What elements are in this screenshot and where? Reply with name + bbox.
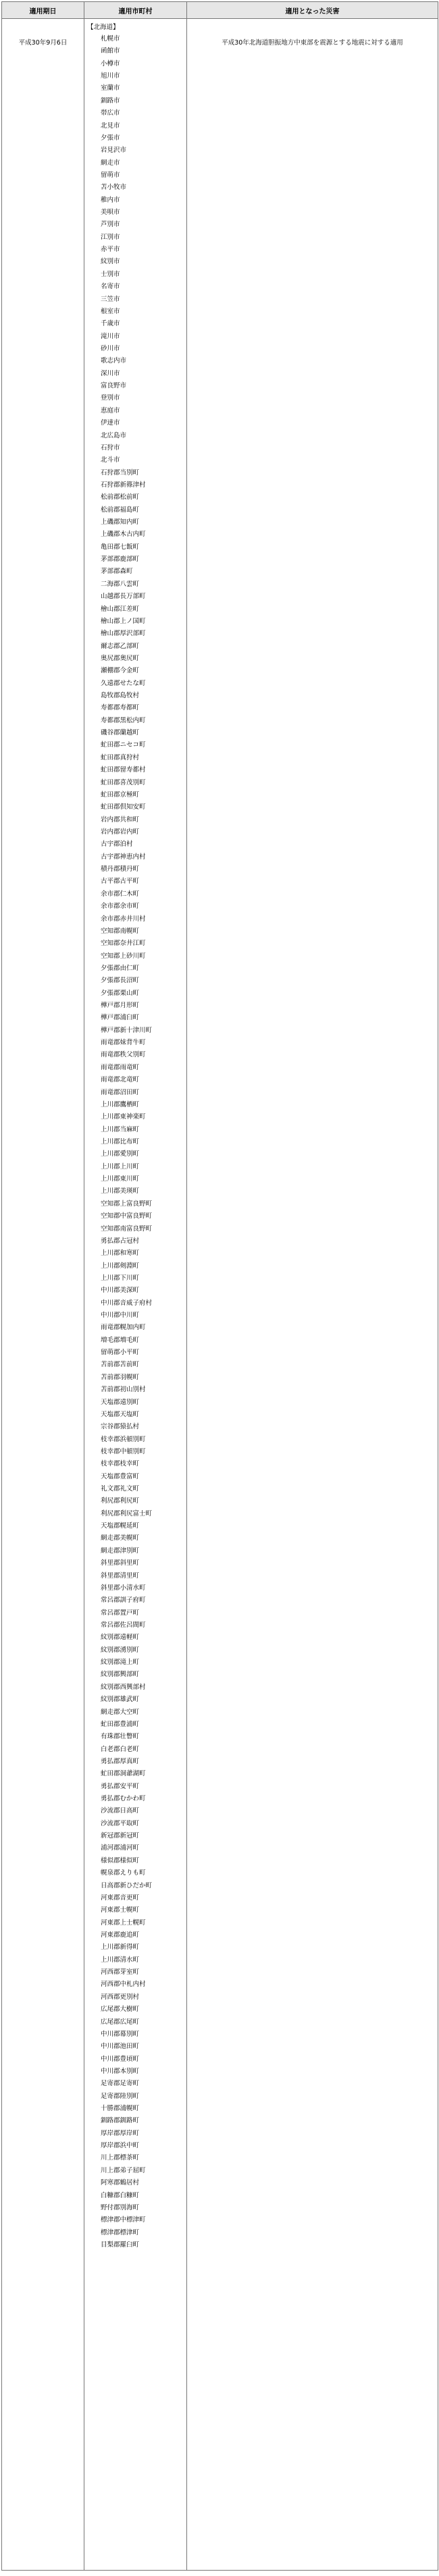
- municipality-item: 札幌市: [101, 35, 120, 43]
- municipality-item: 虻田郡留寿都村: [101, 766, 146, 774]
- municipality-item: 空知郡南富良野町: [101, 1225, 153, 1233]
- municipality-item: 標津郡標津町: [101, 2228, 140, 2236]
- municipality-item: 檜山郡厚沢部町: [101, 630, 146, 638]
- municipality-item: 空知郡上富良野町: [101, 1200, 153, 1208]
- municipality-item: 雨竜郡北竜町: [101, 1076, 140, 1084]
- municipality-item: 芦別市: [101, 221, 120, 229]
- municipality-item: 寿都郡黒松内町: [101, 716, 146, 724]
- municipality-item: 上川郡愛別町: [101, 1150, 140, 1158]
- municipality-item: 岩内郡岩内町: [101, 828, 140, 836]
- municipality-item: 広尾郡大樹町: [101, 2006, 140, 2014]
- municipality-item: 磯谷郡蘭越町: [101, 729, 140, 737]
- municipality-item: 檜山郡江差町: [101, 605, 140, 613]
- region-label: 【北海道】: [87, 24, 120, 31]
- municipality-item: 留萌市: [101, 171, 120, 179]
- municipality-item: 上川郡鷹栖町: [101, 1100, 140, 1108]
- municipality-item: 虻田郡真狩村: [101, 753, 140, 761]
- municipality-item: 河東郡音更町: [101, 1894, 140, 1902]
- municipality-item: 岩内郡共和町: [101, 815, 140, 824]
- municipality-item: 雨竜郡幌加内町: [101, 1324, 146, 1332]
- header-row: [2, 2, 438, 19]
- municipality-item: 中川郡本別町: [101, 2067, 140, 2075]
- municipality-item: 虻田郡京極町: [101, 790, 140, 799]
- header-municipalities: 適用市町村: [84, 2, 187, 19]
- municipality-item: 紋別市: [101, 258, 120, 266]
- municipality-item: 虻田郡洞爺湖町: [101, 1770, 146, 1778]
- municipality-item: 天塩郡遠別町: [101, 1398, 140, 1406]
- municipality-item: 十勝郡浦幌町: [101, 2105, 140, 2113]
- municipality-item: 枝幸郡枝幸町: [101, 1460, 140, 1468]
- municipality-item: 上川郡東神楽町: [101, 1113, 146, 1121]
- municipality-item: 上川郡新得町: [101, 1943, 140, 1952]
- municipality-item: 利尻郡利尻富士町: [101, 1509, 153, 1518]
- municipality-item: 網走市: [101, 159, 120, 167]
- municipality-item: 様似郡様似町: [101, 1856, 140, 1864]
- municipality-item: 紋別郡興部町: [101, 1671, 140, 1679]
- municipality-item: 亀田郡七飯町: [101, 543, 140, 551]
- municipality-item: 岩見沢市: [101, 146, 127, 155]
- municipality-item: 上川郡美瑛町: [101, 1187, 140, 1196]
- municipality-item: 釧路市: [101, 97, 120, 105]
- table-row: [2, 19, 438, 2571]
- municipality-item: 茅部郡鹿部町: [101, 556, 140, 564]
- municipality-item: 松前郡松前町: [101, 493, 140, 502]
- municipality-cell: [84, 19, 187, 2571]
- municipality-item: 河西郡更別村: [101, 1993, 140, 2001]
- municipality-item: 勇払郡安平町: [101, 1782, 140, 1790]
- municipality-item: 紋別郡滝上町: [101, 1659, 140, 1667]
- municipality-item: 稚内市: [101, 196, 120, 204]
- municipality-item: 広尾郡広尾町: [101, 2018, 140, 2026]
- municipality-item: 勇払郡むかわ町: [101, 1795, 146, 1803]
- municipality-item: 虻田郡喜茂別町: [101, 778, 146, 786]
- municipality-item: 中川郡豊頃町: [101, 2055, 140, 2063]
- municipality-item: 伊達市: [101, 419, 120, 427]
- municipality-item: 足寄郡足寄町: [101, 2080, 140, 2088]
- municipality-item: 新冠郡新冠町: [101, 1832, 140, 1840]
- municipality-item: 常呂郡佐呂間町: [101, 1621, 146, 1629]
- municipality-item: 函館市: [101, 47, 120, 55]
- municipality-item: 夕張郡栗山町: [101, 989, 140, 997]
- municipality-item: 勇払郡厚真町: [101, 1757, 140, 1765]
- municipality-item: 名寄市: [101, 283, 120, 291]
- disaster-reason: 平成30年北海道胆振地方中東部を震源とする地震に対する適用: [187, 19, 438, 2571]
- municipality-item: 北斗市: [101, 456, 120, 464]
- municipality-item: 虻田郡豊浦町: [101, 1720, 140, 1728]
- municipality-item: 斜里郡清里町: [101, 1572, 140, 1580]
- municipality-item: 松前郡福島町: [101, 506, 140, 514]
- municipality-item: 厚岸郡厚岸町: [101, 2129, 140, 2137]
- municipality-item: 上川郡東川町: [101, 1175, 140, 1183]
- municipality-item: 上磯郡木古内町: [101, 531, 146, 539]
- municipality-item: 沙流郡日高町: [101, 1807, 140, 1815]
- municipality-item: 網走郡大空町: [101, 1708, 140, 1716]
- municipality-item: 苫前郡苫前町: [101, 1361, 140, 1369]
- municipality-item: 古平郡古平町: [101, 878, 140, 886]
- municipality-item: 奥尻郡奥尻町: [101, 654, 140, 662]
- application-date: 平成30年9月6日: [2, 19, 84, 2571]
- municipality-item: 空知郡奈井江町: [101, 940, 146, 948]
- municipality-item: 空知郡中富良野町: [101, 1212, 153, 1220]
- municipality-item: 雨竜郡秩父別町: [101, 1051, 146, 1059]
- municipality-item: 北見市: [101, 122, 120, 130]
- municipality-item: 千歳市: [101, 320, 120, 328]
- municipality-item: 中川郡池田町: [101, 2043, 140, 2051]
- municipality-item: 雨竜郡雨竜町: [101, 1063, 140, 1071]
- municipality-item: 川上郡標茶町: [101, 2154, 140, 2162]
- municipality-item: 中川郡幕別町: [101, 2030, 140, 2038]
- municipality-item: 士別市: [101, 270, 120, 278]
- municipality-item: 紋別郡西興部村: [101, 1683, 146, 1691]
- municipality-item: 小樽市: [101, 59, 120, 68]
- municipality-item: 河東郡上士幌町: [101, 1918, 146, 1927]
- municipality-item: 余市郡赤井川村: [101, 915, 146, 923]
- municipality-item: 虻田郡倶知安町: [101, 803, 146, 811]
- municipality-item: 檜山郡上ノ国町: [101, 617, 146, 625]
- municipality-item: 余市郡仁木町: [101, 890, 140, 898]
- municipality-item: 上川郡和寒町: [101, 1250, 140, 1258]
- municipality-item: 夕張郡長沼町: [101, 977, 140, 985]
- municipality-item: 古宇郡泊村: [101, 840, 133, 849]
- municipality-item: 足寄郡陸別町: [101, 2092, 140, 2100]
- municipality-item: 上川郡比布町: [101, 1137, 140, 1146]
- municipality-item: 天塩郡天塩町: [101, 1410, 140, 1418]
- municipality-item: 余市郡余市町: [101, 903, 140, 911]
- municipality-item: 恵庭市: [101, 406, 120, 414]
- municipality-item: 久遠郡せたな町: [101, 679, 146, 687]
- municipality-item: 増毛郡増毛町: [101, 1336, 140, 1344]
- municipality-item: 石狩郡新篠津村: [101, 481, 146, 489]
- municipality-item: 紋別郡遠軽町: [101, 1634, 140, 1642]
- municipality-item: 日高郡新ひだか町: [101, 1881, 153, 1889]
- municipality-item: 上川郡清水町: [101, 1956, 140, 1964]
- municipality-item: 空知郡上砂川町: [101, 952, 146, 960]
- municipality-item: 石狩郡当別町: [101, 468, 140, 477]
- municipality-item: 砂川市: [101, 344, 120, 352]
- municipality-item: 天塩郡幌延町: [101, 1522, 140, 1530]
- municipality-item: 苫前郡初山別村: [101, 1386, 146, 1394]
- municipality-item: 樺戸郡新十津川町: [101, 1026, 153, 1034]
- municipality-item: 河東郡鹿追町: [101, 1931, 140, 1939]
- municipality-item: 白糠郡白糠町: [101, 2191, 140, 2199]
- municipality-item: 島牧郡島牧村: [101, 692, 140, 700]
- municipality-item: 枝幸郡浜頓別町: [101, 1435, 146, 1443]
- municipality-item: 帯広市: [101, 109, 120, 117]
- municipality-item: 登別市: [101, 394, 120, 402]
- municipality-item: 天塩郡豊富町: [101, 1472, 140, 1480]
- municipality-item: 石狩市: [101, 444, 120, 452]
- municipality-item: 樺戸郡月形町: [101, 1002, 140, 1010]
- municipality-item: 枝幸郡中頓別町: [101, 1447, 146, 1455]
- municipality-item: 幌泉郡えりも町: [101, 1869, 146, 1877]
- municipality-item: 利尻郡利尻町: [101, 1497, 140, 1505]
- municipality-item: 野付郡別海町: [101, 2203, 140, 2211]
- municipality-item: 滝川市: [101, 332, 120, 340]
- municipality-item: 川上郡弟子屈町: [101, 2166, 146, 2174]
- municipality-item: 夕張市: [101, 134, 120, 142]
- municipality-item: 山越郡長万部町: [101, 593, 146, 601]
- municipality-item: 室蘭市: [101, 84, 120, 92]
- municipality-item: 雨竜郡妹背牛町: [101, 1039, 146, 1047]
- municipality-item: 根室市: [101, 307, 120, 315]
- municipality-item: 寿都郡寿都町: [101, 704, 140, 712]
- header-date: 適用期日: [2, 2, 84, 19]
- municipality-item: 古宇郡神恵内村: [101, 853, 146, 861]
- disaster-application-table: [1, 1, 438, 2571]
- municipality-item: 茅部郡森町: [101, 568, 133, 576]
- municipality-item: 雨竜郡沼田町: [101, 1088, 140, 1096]
- municipality-item: 三笠市: [101, 295, 120, 303]
- municipality-item: 苫前郡羽幌町: [101, 1373, 140, 1381]
- municipality-item: 深川市: [101, 369, 120, 377]
- municipality-item: 紋別郡雄武町: [101, 1696, 140, 1704]
- municipality-item: 阿寒郡鶴居村: [101, 2179, 140, 2187]
- municipality-item: 上川郡剣淵町: [101, 1262, 140, 1270]
- municipality-item: 江別市: [101, 233, 120, 241]
- municipality-item: 斜里郡小清水町: [101, 1584, 146, 1592]
- municipality-item: 中川郡音威子府村: [101, 1299, 153, 1307]
- municipality-item: 旭川市: [101, 72, 120, 80]
- municipality-item: 釧路郡釧路町: [101, 2117, 140, 2125]
- municipality-item: 沙流郡平取町: [101, 1819, 140, 1827]
- municipality-item: 苫小牧市: [101, 184, 127, 192]
- municipality-item: 常呂郡置戸町: [101, 1609, 140, 1617]
- municipality-item: 白老郡白老町: [101, 1745, 140, 1753]
- municipality-item: 虻田郡ニセコ町: [101, 741, 146, 749]
- municipality-item: 中川郡中川町: [101, 1312, 140, 1320]
- municipality-item: 目梨郡羅臼町: [101, 2240, 140, 2249]
- municipality-item: 樺戸郡浦臼町: [101, 1014, 140, 1022]
- municipality-item: 上川郡下川町: [101, 1274, 140, 1282]
- page-wrap: [1, 1, 438, 2571]
- municipality-item: 斜里郡斜里町: [101, 1559, 140, 1567]
- municipality-item: 浦河郡浦河町: [101, 1844, 140, 1852]
- municipality-item: 歌志内市: [101, 357, 127, 365]
- municipality-item: 河西郡中札内村: [101, 1981, 146, 1989]
- municipality-item: 二海郡八雲町: [101, 580, 140, 588]
- municipality-item: 爾志郡乙部町: [101, 642, 140, 650]
- municipality-item: 上磯郡知内町: [101, 518, 140, 527]
- municipality-item: 赤平市: [101, 246, 120, 254]
- header-disaster: 適用となった災害: [187, 2, 438, 19]
- municipality-item: 勇払郡占冠村: [101, 1237, 140, 1245]
- municipality-item: 富良野市: [101, 382, 127, 390]
- municipality-item: 瀬棚郡今金町: [101, 667, 140, 675]
- municipality-item: 厚岸郡浜中町: [101, 2142, 140, 2150]
- municipality-item: 宗谷郡猿払村: [101, 1423, 140, 1431]
- municipality-item: 美唄市: [101, 209, 120, 217]
- municipality-item: 積丹郡積丹町: [101, 865, 140, 874]
- municipality-item: 中川郡美深町: [101, 1287, 140, 1295]
- municipality-item: 空知郡南幌町: [101, 927, 140, 935]
- municipality-item: 標津郡中標津町: [101, 2216, 146, 2224]
- municipality-item: 河西郡芽室町: [101, 1968, 140, 1977]
- municipality-item: 有珠郡壮瞥町: [101, 1733, 140, 1741]
- municipality-item: 上川郡当麻町: [101, 1125, 140, 1133]
- municipality-item: 常呂郡訓子府町: [101, 1596, 146, 1605]
- municipality-item: 北広島市: [101, 431, 127, 439]
- municipality-item: 網走郡津別町: [101, 1547, 140, 1555]
- municipality-item: 紋別郡湧別町: [101, 1646, 140, 1654]
- municipality-item: 夕張郡由仁町: [101, 964, 140, 972]
- municipality-item: 網走郡美幌町: [101, 1534, 140, 1542]
- municipality-list: [87, 33, 186, 2251]
- municipality-item: 河東郡士幌町: [101, 1906, 140, 1914]
- municipality-item: 上川郡上川町: [101, 1162, 140, 1171]
- municipality-item: 礼文郡礼文町: [101, 1485, 140, 1493]
- municipality-item: 留萌郡小平町: [101, 1349, 140, 1357]
